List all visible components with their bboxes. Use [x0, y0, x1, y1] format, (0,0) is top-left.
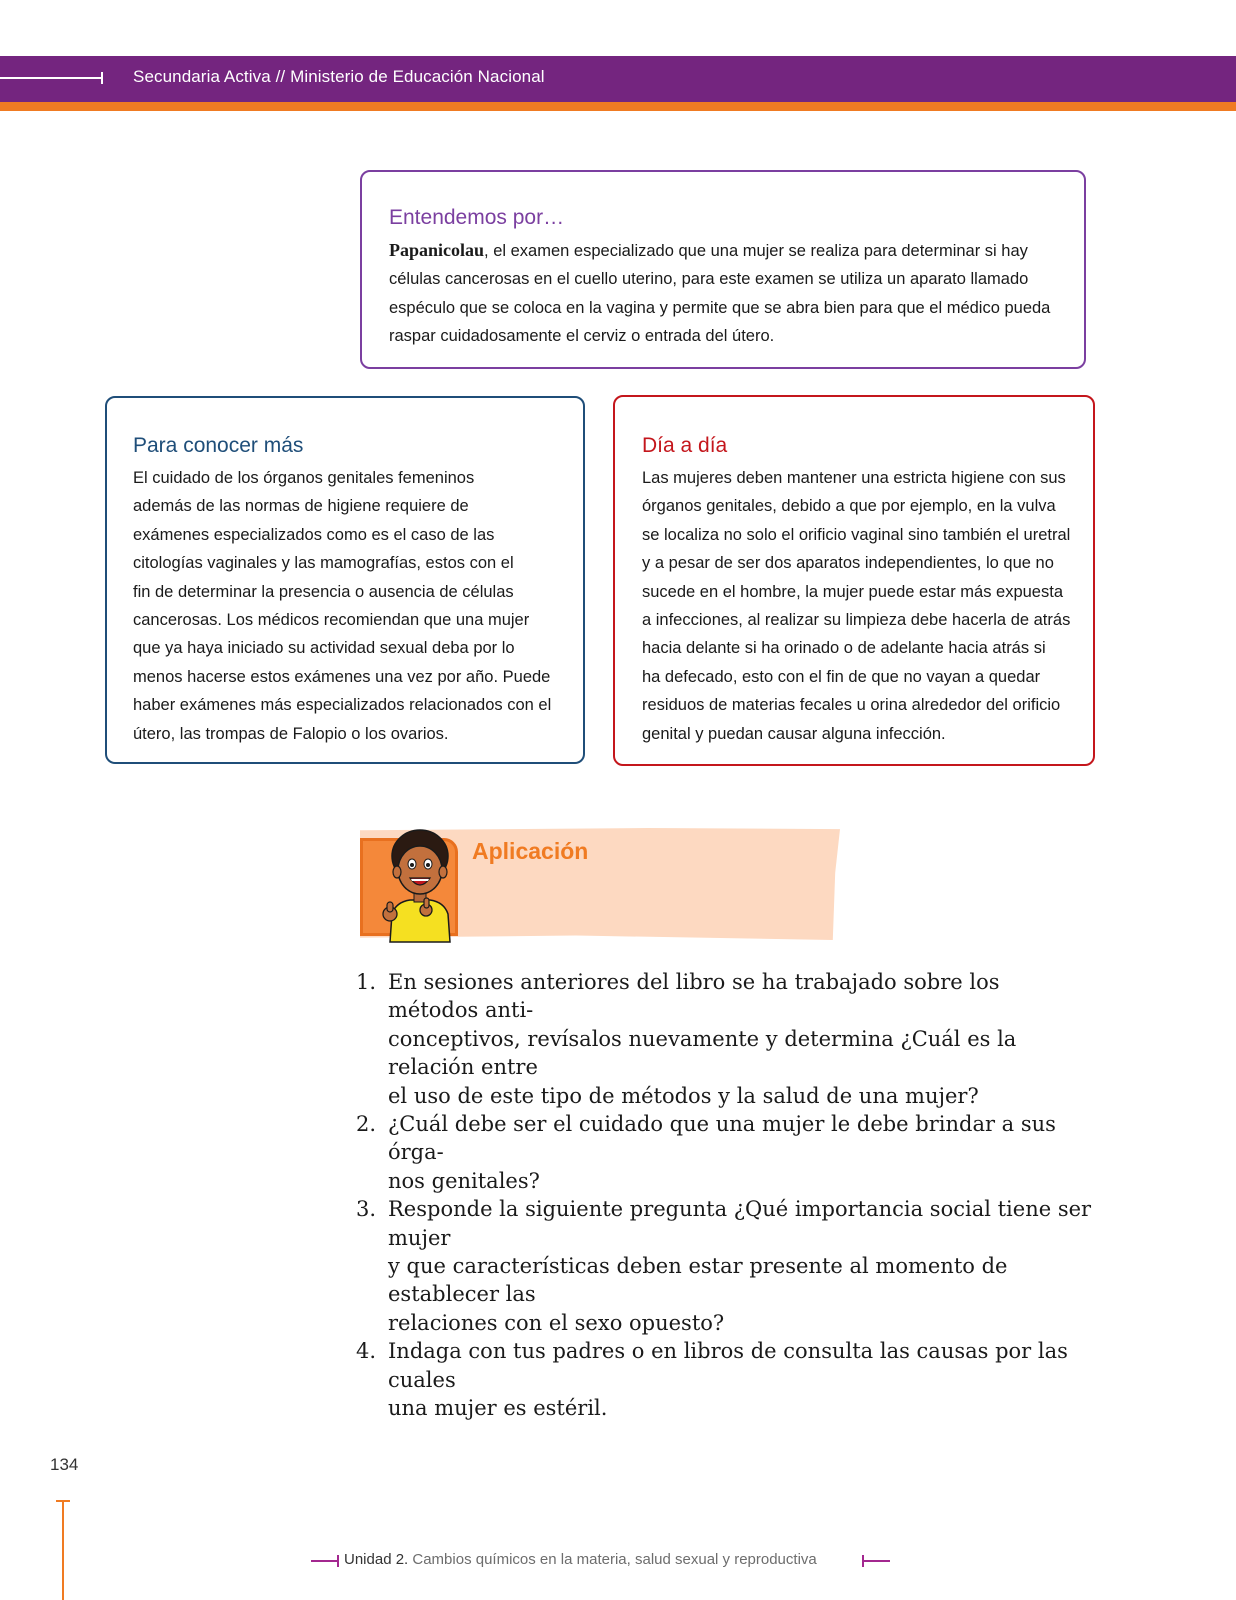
entendemos-line: espéculo que se coloca en la vagina y permite que se abra bien para que el médico pueda: [389, 298, 1051, 317]
conocer-text: [133, 464, 565, 748]
conocer-line: El cuidado de los órganos genitales femeninos: [133, 469, 475, 487]
list-item: [356, 1195, 1096, 1337]
entendemos-title: Entendemos por…: [389, 206, 565, 229]
footer-rule-right: [863, 1560, 890, 1562]
list-item-line: ¿Cuál debe ser el cuidado que una mujer le debe brindar a sus órga-: [388, 1112, 1056, 1165]
entendemos-term: Papanicolau: [389, 240, 485, 260]
diaadia-line: a infecciones, al realizar su limpieza debe hacerla de atrás: [642, 611, 1071, 630]
footer-rule-left: [311, 1560, 338, 1562]
diaadia-line: residuos de materias fecales u orina alrededor del orificio: [642, 696, 1061, 715]
list-item: [356, 968, 1096, 1110]
conocer-line: citologías vaginales y las mamografías, estos con el: [133, 554, 514, 573]
footer-unit-text: [344, 1551, 817, 1568]
header-title: Secundaria Activa // Ministerio de Educación Nacional: [133, 67, 545, 86]
conocer-title: Para conocer más: [133, 434, 304, 457]
diaadia-text: [642, 464, 1077, 748]
diaadia-line: Las mujeres deben mantener una estricta higiene con sus: [642, 469, 1066, 487]
list-item-line: y que características deben estar presente al momento de establecer las: [388, 1254, 1008, 1307]
entendemos-line: células cancerosas en el cuello uterino, para este examen se utiliza un aparato llamado: [389, 270, 1029, 289]
header-stripe: [0, 102, 1236, 111]
diaadia-line: y a pesar de ser dos aparatos independientes, lo que no: [642, 554, 1054, 573]
list-item-number: 2.: [356, 1112, 377, 1137]
aplicacion-title: Aplicación: [472, 838, 589, 864]
diaadia-line: órganos genitales, debido a que por ejemplo, en la vulva: [642, 497, 1056, 516]
conocer-line: que ya haya iniciado su actividad sexual deba por lo: [133, 639, 515, 658]
entendemos-line: Papanicolau, el examen especializado que una mujer se realiza para determinar si hay: [389, 240, 1028, 260]
conocer-box: [105, 396, 585, 764]
mascot-boy-icon: [378, 826, 462, 944]
conocer-line: además de las normas de higiene requiere de: [133, 497, 469, 516]
diaadia-title: Día a día: [642, 434, 728, 457]
diaadia-line: se localiza no solo el orificio vaginal sino también el uretral: [642, 525, 1071, 544]
activity-list: [356, 968, 1096, 1423]
list-item: [356, 1110, 1096, 1195]
list-item-line: nos genitales?: [388, 1168, 540, 1193]
conocer-line: menos hacerse estos exámenes una vez por año. Puede: [133, 667, 551, 686]
list-item-number: 4.: [356, 1339, 377, 1364]
list-item-line: una mujer es estéril.: [388, 1396, 608, 1421]
entendemos-text: [389, 236, 1058, 351]
header-rule: [0, 77, 102, 79]
header-rule-cap: [101, 72, 103, 84]
list-item-number: 1.: [356, 970, 377, 994]
conocer-line: fin de determinar la presencia o ausencia de células: [133, 582, 514, 601]
page-number: 134: [50, 1455, 79, 1474]
footer-unit-label: Unidad 2.: [344, 1551, 409, 1568]
list-item-line: el uso de este tipo de métodos y la salud de una mujer?: [388, 1083, 979, 1108]
footer-cap-left: [337, 1555, 339, 1567]
list-item-line: conceptivos, revísalos nuevamente y determina ¿Cuál es la relación entre: [388, 1026, 1017, 1080]
entendemos-box: [360, 170, 1086, 369]
diaadia-line: genital y puedan causar alguna infección.: [642, 724, 946, 743]
footer-vertical-line: [62, 1500, 64, 1600]
list-item-line: Responde la siguiente pregunta ¿Qué importancia social tiene ser mujer: [388, 1197, 1092, 1250]
diaadia-line: hacia delante si ha orinado o de adelante hacia atrás si: [642, 639, 1046, 658]
conocer-line: útero, las trompas de Falopio o los ovarios.: [133, 724, 449, 743]
entendemos-line: raspar cuidadosamente el cerviz o entrada del útero.: [389, 327, 775, 346]
list-item-line: relaciones con el sexo opuesto?: [388, 1310, 725, 1335]
list-item: [356, 1337, 1096, 1422]
diaadia-line: ha defecado, esto con el fin de que no vayan a quedar: [642, 667, 1041, 686]
conocer-line: exámenes especializados como es el caso de las: [133, 525, 495, 544]
footer-unit-title: Cambios químicos en la materia, salud sexual y reproductiva: [408, 1551, 817, 1568]
list-item-line: Indaga con tus padres o en libros de consulta las causas por las cuales: [388, 1339, 1068, 1392]
conocer-line: haber exámenes más especializados relacionados con el: [133, 696, 552, 715]
conocer-line: cancerosas. Los médicos recomiendan que una mujer: [133, 611, 530, 630]
list-item-line: En sesiones anteriores del libro se ha trabajado sobre los métodos anti-: [388, 970, 1000, 1023]
diaadia-box: [613, 395, 1095, 766]
list-item-number: 3.: [356, 1197, 377, 1222]
diaadia-line: sucede en el hombre, la mujer puede estar más expuesta: [642, 582, 1063, 601]
